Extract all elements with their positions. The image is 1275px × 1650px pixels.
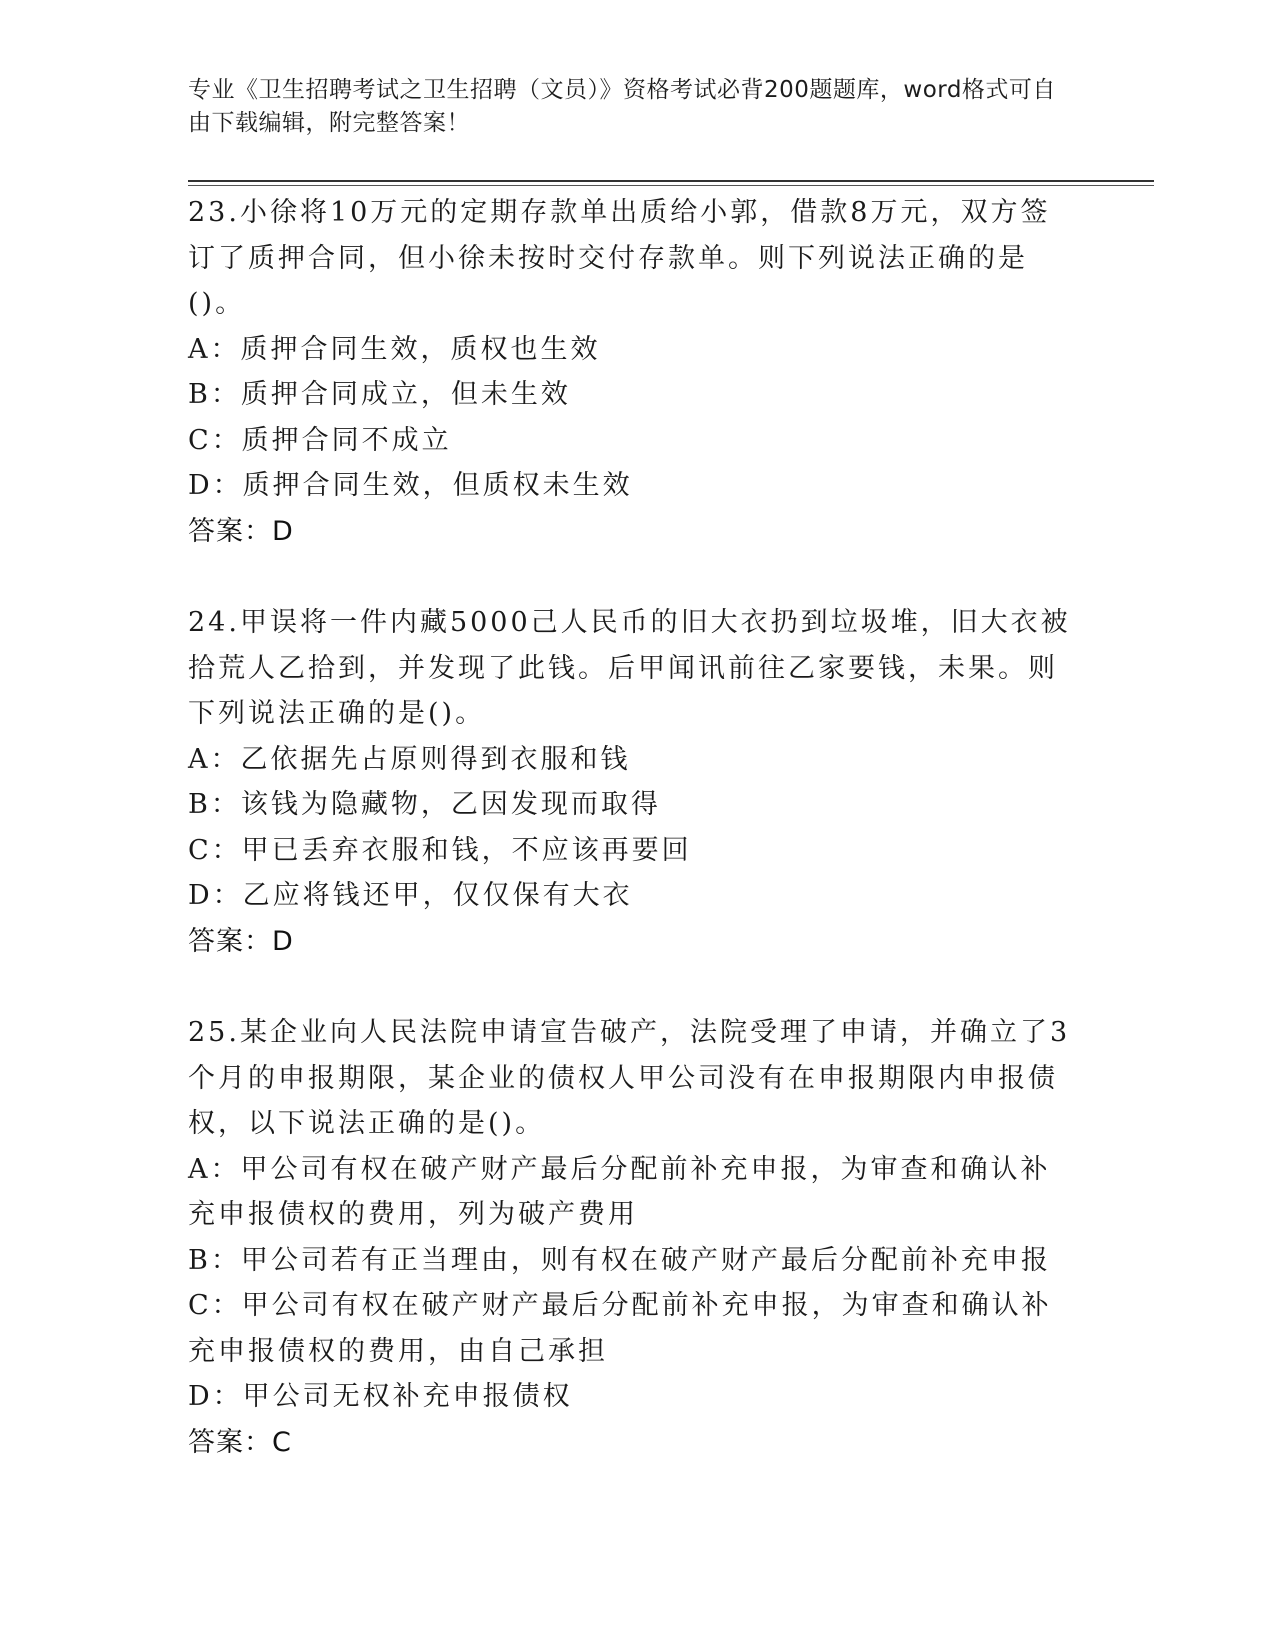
answer-line: 答案：C <box>188 1426 292 1458</box>
option-a: A：乙依据先占原则得到衣服和钱 <box>188 743 631 775</box>
document-header <box>188 74 1068 140</box>
question-24 <box>188 600 1078 964</box>
header-divider-thin <box>188 185 1154 186</box>
option-list <box>188 327 1078 509</box>
option-list <box>188 1147 1078 1420</box>
option-list <box>188 737 1078 919</box>
option-b: B：甲公司若有正当理由，则有权在破产财产最后分配前补充申报 <box>188 1244 1051 1276</box>
answer-line: 答案：D <box>188 925 294 957</box>
option-c: C：甲公司有权在破产财产最后分配前补充申报，为审查和确认补充申报债权的费用，由自己承担 <box>188 1290 1052 1367</box>
question-stem: 25.某企业向人民法院申请宣告破产，法院受理了申请，并确立了3个月的申报期限，某企业的债权人甲公司没有在申报期限内申报债权，以下说法正确的是()。 <box>188 1017 1071 1139</box>
question-stem: 24.甲误将一件内藏5000己人民币的旧大衣扔到垃圾堆，旧大衣被拾荒人乙拾到，并发现了此钱。后甲闻讯前往乙家要钱，未果。则下列说法正确的是()。 <box>188 607 1071 729</box>
question-23 <box>188 190 1078 554</box>
option-a: A：甲公司有权在破产财产最后分配前补充申报，为审查和确认补充申报债权的费用，列为破产费用 <box>188 1153 1051 1230</box>
option-d: D：甲公司无权补充申报债权 <box>188 1381 573 1412</box>
header-text: 专业《卫生招聘考试之卫生招聘（文员）》资格考试必背200题题库，word格式可自由下载编辑，附完整答案！ <box>188 77 1056 136</box>
option-b: B：该钱为隐藏物，乙因发现而取得 <box>188 789 661 820</box>
option-a: A：质押合同生效，质权也生效 <box>188 333 601 365</box>
option-c: C：甲已丢弃衣服和钱，不应该再要回 <box>188 834 692 866</box>
option-d: D：乙应将钱还甲，仅仅保有大衣 <box>188 880 633 911</box>
question-stem: 23.小徐将10万元的定期存款单出质给小郭，借款8万元，双方签订了质押合同，但小徐未按时交付存款单。则下列说法正确的是()。 <box>188 197 1051 319</box>
answer-line: 答案：D <box>188 515 294 547</box>
question-list <box>188 190 1078 1511</box>
question-25 <box>188 1010 1078 1465</box>
option-b: B：质押合同成立，但未生效 <box>188 379 571 410</box>
option-c: C：质押合同不成立 <box>188 424 452 456</box>
header-divider-thick <box>188 180 1154 182</box>
option-d: D：质押合同生效，但质权未生效 <box>188 470 633 501</box>
